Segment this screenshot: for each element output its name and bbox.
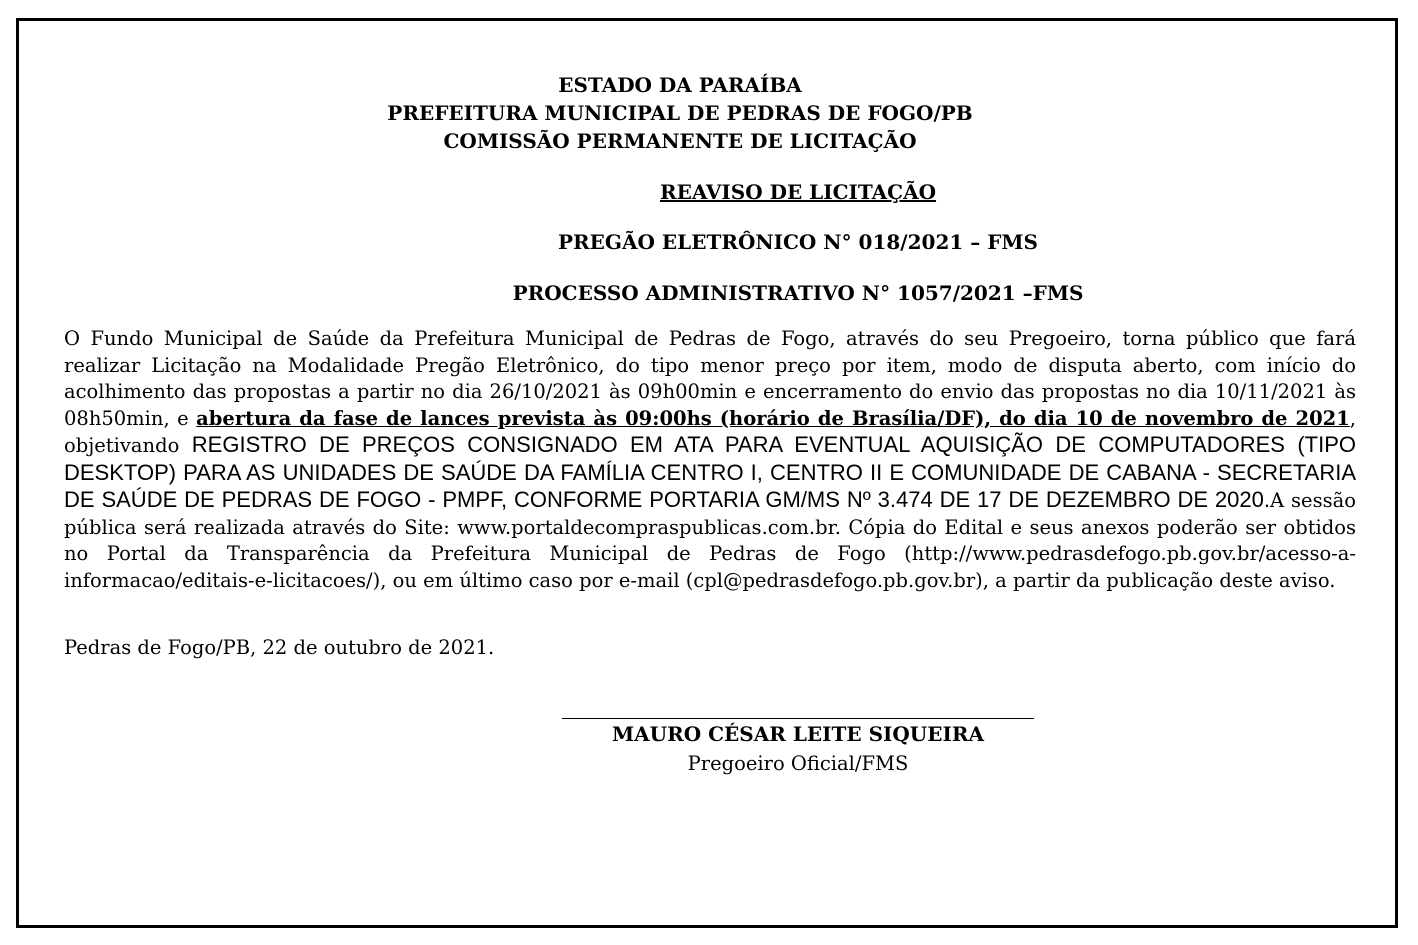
header-state: ESTADO DA PARAÍBA [558,73,802,97]
notice-body [64,326,1356,594]
body-connector: , objetivando [64,406,1356,457]
signature-line [562,718,1034,719]
processo-number: PROCESSO ADMINISTRATIVO N° 1057/2021 –FMS [512,281,1084,305]
notice-title: REAVISO DE LICITAÇÃO [659,180,937,204]
body-closing: A sessão pública será realizada através do Site: www.portaldecompraspublicas.com.br. Cópia do Edital e seus anexos poderão ser obtidos no Portal da Transparência da Prefeitura Municipal de Pedras de Fogo (http://www.pedrasdefogo.pb.gov.br/acesso-a-informacao/editais-e-licitacoes/), ou em último caso por e-mail (cpl@pedrasdefogo.pb.gov.br), a partir da publicação deste aviso. [64,489,1356,592]
date-line: Pedras de Fogo/PB, 22 de outubro de 2021. [64,636,495,659]
header-prefecture: PREFEITURA MUNICIPAL DE PEDRAS DE FOGO/PB [387,101,973,125]
body-highlight: abertura da fase de lances prevista às 09:00hs (horário de Brasília/DF), do dia 10 de novembro de 2021 [196,406,1350,430]
body-object: REGISTRO DE PREÇOS CONSIGNADO EM ATA PARA EVENTUAL AQUISIÇÃO DE COMPUTADORES (TIPO DESKTOP) PARA AS UNIDADES DE SAÚDE DA FAMÍLIA CENTRO I, CENTRO II E COMUNIDADE DE CABANA - SECRETARIA DE SAÚDE DE PEDRAS DE FOGO - PMPF, CONFORME PORTARIA GM/MS Nº 3.474 DE 17 DE DEZEMBRO DE 2020. [64,432,1356,512]
signatory-role: Pregoeiro Oficial/FMS [687,752,909,775]
body-intro: O Fundo Municipal de Saúde da Prefeitura Municipal de Pedras de Fogo, através do seu Pregoeiro, torna público que fará realizar Licitação na Modalidade Pregão Eletrônico, do tipo menor preço por item, modo de disputa aberto, com início do acolhimento das propostas a partir no dia 26/10/2021 às 09h00min e encerramento do envio das propostas no dia 10/11/2021 às 08h50min, e [64,327,1356,430]
header-commission: COMISSÃO PERMANENTE DE LICITAÇÃO [443,129,917,153]
pregao-number: PREGÃO ELETRÔNICO N° 018/2021 – FMS [558,230,1038,254]
signatory-name: MAURO CÉSAR LEITE SIQUEIRA [612,722,984,746]
